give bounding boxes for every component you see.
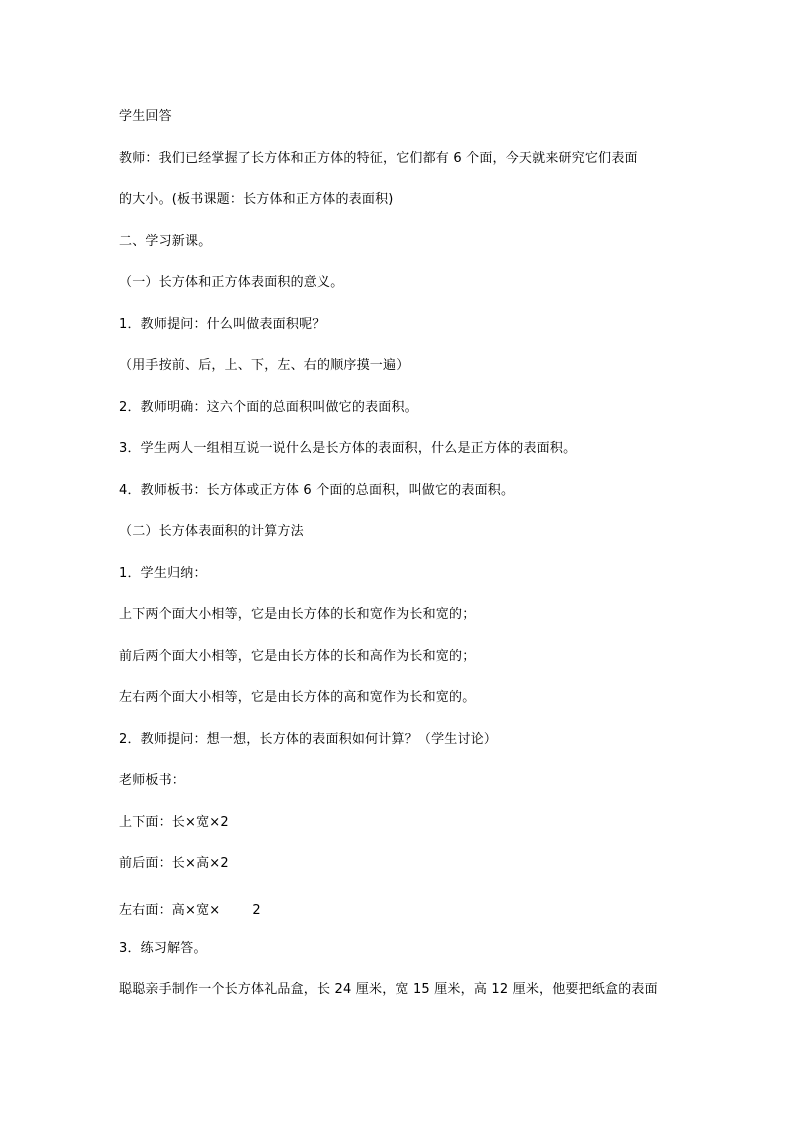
formula-tail: 2 (252, 903, 261, 918)
text-line: 左右两个面大小相等，它是由长方体的高和宽作为长和宽的。 (119, 690, 476, 705)
text-line: 3．学生两人一组相互说一说什么是长方体的表面积，什么是正方体的表面积。 (119, 441, 577, 456)
text-line: （二）长方体表面积的计算方法 (119, 524, 304, 539)
text-line: 4．教师板书：长方体或正方体 6 个面的总面积，叫做它的表面积。 (119, 483, 515, 498)
text-line: 学生回答 (119, 109, 172, 124)
text-line: 上下面：长×宽×2 (119, 815, 229, 830)
text-line: 上下两个面大小相等，它是由长方体的长和宽作为长和宽的； (119, 607, 476, 622)
text-line (119, 902, 261, 920)
text-line: 的大小。(板书课题：长方体和正方体的表面积) (119, 192, 394, 207)
text-line: 二、学习新课。 (119, 234, 212, 249)
text-line: 1．教师提问：什么叫做表面积呢？ (119, 317, 326, 332)
formula-text: 左右面：高×宽× (119, 903, 221, 918)
text-line: 2．教师明确：这六个面的总面积叫做它的表面积。 (119, 400, 418, 415)
text-line: （用手按前、后，上、下，左、右的顺序摸一遍） (119, 358, 410, 373)
text-line: 老师板书： (119, 773, 186, 788)
text-line: 2．教师提问：想一想，长方体的表面积如何计算？（学生讨论） (119, 732, 498, 747)
text-line: 3．练习解答。 (119, 941, 207, 956)
text-line: 前后两个面大小相等，它是由长方体的长和高作为长和宽的； (119, 649, 476, 664)
text-line: 聪聪亲手制作一个长方体礼品盒，长 24 厘米，宽 15 厘米，高 12 厘米，他要把纸盒的表面 (119, 982, 658, 997)
text-line: 前后面：长×高×2 (119, 856, 229, 871)
text-line: 教师：我们已经掌握了长方体和正方体的特征，它们都有 6 个面，今天就来研究它们表面 (119, 151, 638, 166)
text-line: 1．学生归纳： (119, 566, 207, 581)
text-line: （一）长方体和正方体表面积的意义。 (119, 275, 344, 290)
